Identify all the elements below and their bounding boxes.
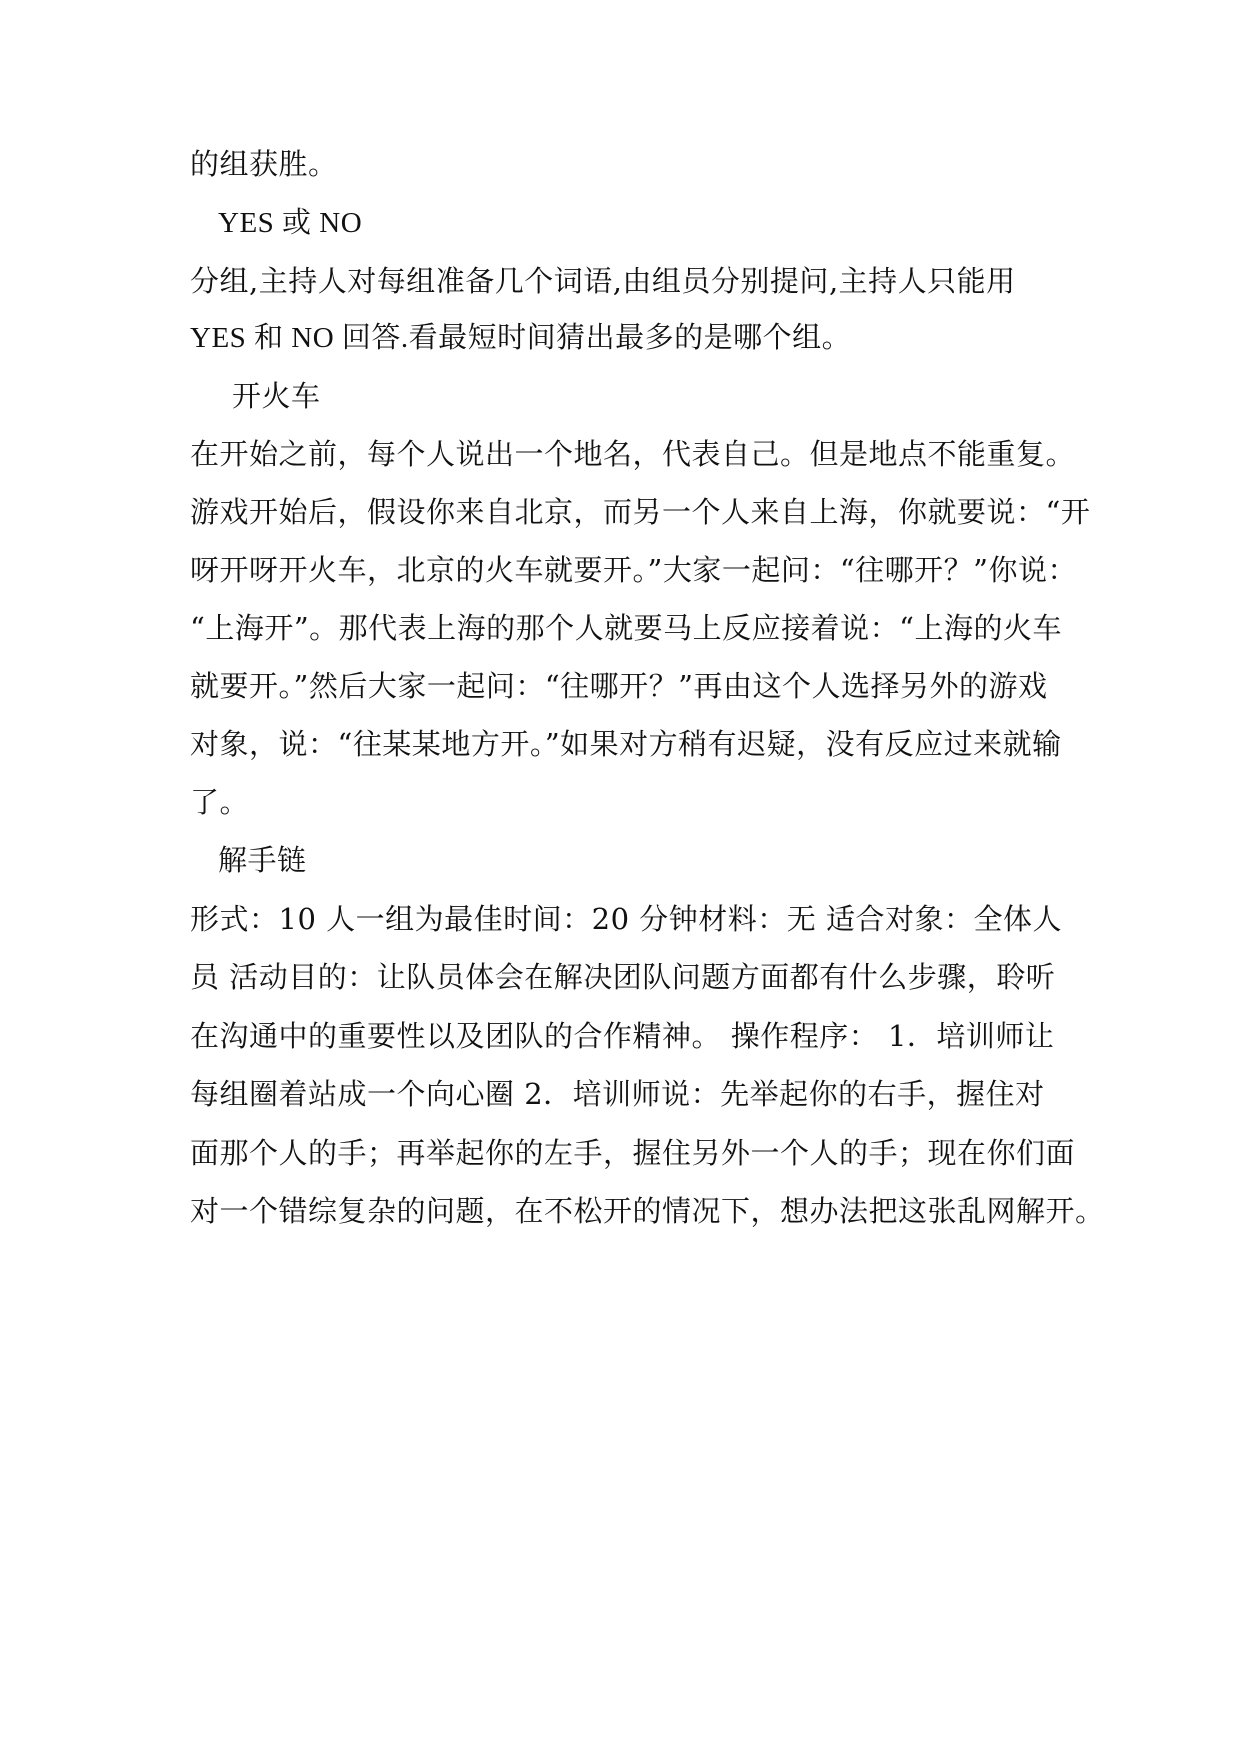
paragraph-line: 呀开呀开火车，北京的火车就要开。”大家一起问：“往哪开？”你说： bbox=[190, 553, 1077, 587]
paragraph-line: 在沟通中的重要性以及团队的合作精神。 操作程序： 1．培训师让 bbox=[190, 1019, 1055, 1053]
paragraph-line: YES 和 NO 回答.看最短时间猜出最多的是哪个组。 bbox=[190, 322, 852, 354]
paragraph-line: 就要开。”然后大家一起问：“往哪开？”再由这个人选择另外的游戏 bbox=[190, 669, 1048, 703]
paragraph-line: 分组,主持人对每组准备几个词语,由组员分别提问,主持人只能用 bbox=[190, 264, 1016, 298]
paragraph-line: “上海开”。那代表上海的那个人就要马上反应接着说：“上海的火车 bbox=[190, 611, 1062, 645]
section-heading-yes-or-no: YES 或 NO bbox=[218, 207, 363, 239]
section-heading-hand-chain: 解手链 bbox=[218, 843, 307, 877]
paragraph-line: 对一个错综复杂的问题，在不松开的情况下，想办法把这张乱网解开。 bbox=[190, 1194, 1105, 1228]
paragraph-line: 面那个人的手；再举起你的左手，握住另外一个人的手；现在你们面 bbox=[190, 1136, 1076, 1170]
paragraph-line: 的组获胜。 bbox=[190, 147, 338, 181]
paragraph-line: 对象，说：“往某某地方开。”如果对方稍有迟疑，没有反应过来就输 bbox=[190, 727, 1062, 761]
paragraph-line: 形式：10 人一组为最佳时间：20 分钟材料：无 适合对象：全体人 bbox=[190, 902, 1062, 936]
paragraph-line: 游戏开始后，假设你来自北京，而另一个人来自上海，你就要说：“开 bbox=[190, 495, 1091, 529]
paragraph-line: 员 活动目的：让队员体会在解决团队问题方面都有什么步骤，聆听 bbox=[190, 960, 1056, 994]
paragraph-line: 在开始之前，每个人说出一个地名，代表自己。但是地点不能重复。 bbox=[190, 437, 1076, 471]
section-heading-train: 开火车 bbox=[232, 379, 321, 413]
paragraph-line: 每组圈着站成一个向心圈 2．培训师说：先举起你的右手，握住对 bbox=[190, 1077, 1045, 1111]
paragraph-line: 了。 bbox=[190, 785, 250, 819]
